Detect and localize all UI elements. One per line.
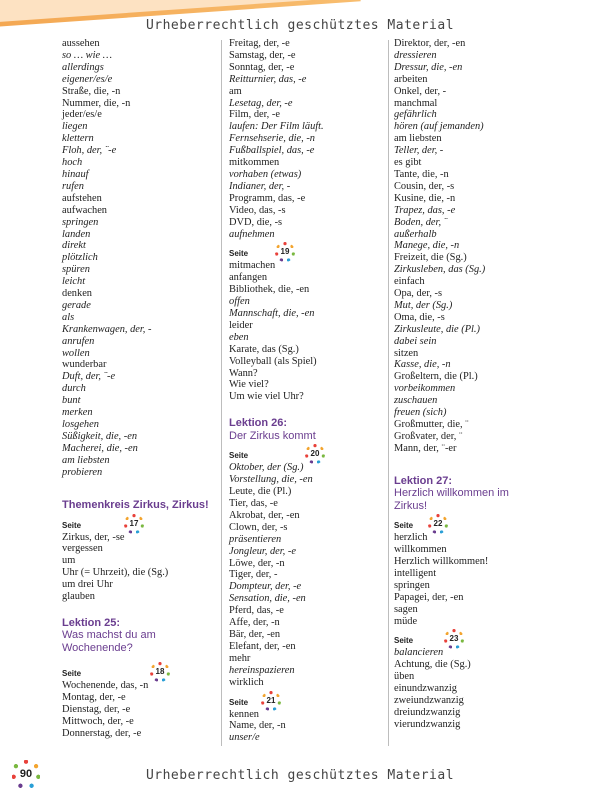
vocab-entry: anfangen [229,272,268,284]
lesson-heading: Lektion 26: Der Zirkus kommt [229,417,316,442]
theme-title: Themenkreis Zirkus, Zirkus! [62,498,209,511]
vocab-entry: Zirkus, der, -se [62,531,125,543]
vocab-entry: Mann, der, ¨-er [394,442,457,454]
vocab-entry: offen [229,296,250,308]
vocab-entry: Dompteur, der, -e [229,581,302,593]
vocab-entry: Onkel, der, - [394,85,447,97]
seite-marker: Seite 18 [62,668,212,680]
vocab-entry: Lesetag, der, -e [229,97,293,109]
vocab-entry: intelligent [394,567,437,579]
vocab-entry: üben [394,671,415,683]
vocab-entry: landen [62,228,91,240]
watermark-top: Urheberrechtlich geschütztes Material [145,18,455,33]
vocab-entry: Montag, der, -e [62,692,126,704]
page-badge-icon: 18 [150,662,170,682]
vocab-entry: Macherei, die, -en [62,442,138,454]
vocab-list [394,38,554,455]
vocab-entry: Wann? [229,367,258,379]
vocab-entry: vergessen [62,543,103,555]
vocab-entry: plötzlich [62,252,98,264]
vocab-entry: vorhaben (etwas) [229,168,302,180]
seite-marker: Seite 17 [62,520,212,532]
vocab-entry: gefährlich [394,109,437,121]
vocab-entry: Freizeit, die (Sg.) [394,252,467,264]
vocab-entry: herzlich [394,532,428,544]
vocab-entry: Trapez, das, -e [394,204,456,216]
seite-marker: Seite 21 [229,697,379,709]
vocab-entry: Zirkusleben, das (Sg.) [394,264,486,276]
vocab-entry: Papagei, der, -en [394,591,464,603]
vocab-entry: einundzwanzig [394,683,457,695]
watermark-bottom: Urheberrechtlich geschütztes Material [145,768,455,783]
vocab-entry: Vorstellung, die, -en [229,474,313,486]
vocab-entry: springen [62,216,99,228]
vocab-entry: Zirkusleute, die (Pl.) [394,323,480,335]
vocab-entry: einfach [394,276,425,288]
vocab-entry: Manege, die, -n [394,240,460,252]
vocab-entry: spüren [62,264,90,276]
page-badge-icon: 21 [261,691,281,711]
vocab-entry: Film, der, -e [229,109,280,121]
vocab-entry: präsentieren [229,533,282,545]
vocab-entry: Pferd, das, -e [229,605,284,617]
vocab-entry: es gibt [394,157,422,169]
vocab-entry: eben [229,331,249,343]
vocab-entry: Leute, die (Pl.) [229,486,292,498]
lesson-heading: Lektion 27: Herzlich willkommen im Zirkus! [394,474,509,512]
vocab-entry: Mittwoch, der, -e [62,716,134,728]
vocab-list [229,462,379,688]
vocab-entry: Nummer, die, -n [62,97,131,109]
seite-marker: Seite 19 [229,248,379,260]
vocab-entry: Mannschaft, die, -en [229,308,315,320]
page-badge-icon: 22 [428,514,448,534]
vocab-entry: Kusine, die, -n [394,192,456,204]
vocab-list [62,38,212,479]
vocab-entry: um [62,555,76,567]
vocab-entry: kennen [229,708,260,720]
page-badge-icon: 17 [124,514,144,534]
vocab-list [62,532,212,603]
vocab-entry: Elefant, der, -en [229,640,296,652]
vocab-entry: Herzlich willkommen! [394,556,489,568]
vocab-entry: vierundzwanzig [394,718,461,730]
vocab-entry: klettern [62,133,94,145]
vocab-entry: Wochenende, das, -n [62,680,149,692]
vocab-entry: hinauf [62,168,89,180]
vocab-list [229,38,379,240]
vocab-entry: Großeltern, die (Pl.) [394,371,478,383]
vocab-entry: manchmal [394,97,438,109]
vocab-column-2 [229,38,379,744]
vocab-entry: Süßigkeit, die, -en [62,430,138,442]
vocab-entry: unser/e [229,732,260,744]
vocab-entry: hoch [62,157,83,169]
vocab-entry: so … wie … [62,49,112,61]
vocab-entry: Krankenwagen, der, - [62,323,152,335]
vocab-entry: Fernsehserie, die, -n [229,133,315,145]
vocab-entry: Bibliothek, die, -en [229,284,310,296]
vocab-entry: denken [62,288,93,300]
vocab-entry: DVD, die, -s [229,216,283,228]
vocab-entry: müde [394,615,418,627]
column-divider-2 [388,40,389,746]
vocab-entry: wollen [62,347,90,359]
vocab-entry: Name, der, -n [229,720,286,732]
vocab-column-3 [394,38,554,731]
vocab-entry: Cousin, der, -s [394,180,455,192]
vocab-entry: willkommen [394,544,447,556]
vocab-entry: Opa, der, -s [394,288,443,300]
vocab-entry: am liebsten [62,454,110,466]
vocab-entry: Volleyball (als Spiel) [229,355,317,367]
vocab-entry: freuen (sich) [394,407,447,419]
vocab-entry: Clown, der, -s [229,521,288,533]
vocab-entry: hereinspazieren [229,664,295,676]
vocab-entry: direkt [62,240,86,252]
vocab-entry: durch [62,383,86,395]
vocab-entry: Mut, der (Sg.) [394,299,453,311]
vocab-entry: Wie viel? [229,379,269,391]
vocab-entry: zweiundzwanzig [394,695,464,707]
vocab-entry: aufnehmen [229,228,275,240]
vocab-list [62,680,212,740]
vocab-entry: arbeiten [394,73,428,85]
vocab-entry: Tier, das, -e [229,498,278,509]
vocab-entry: sagen [394,603,418,615]
vocab-entry: Großmutter, die, ¨ [394,419,469,430]
vocab-entry: Sensation, die, -en [229,593,306,605]
vocab-entry: Löwe, der, -n [229,557,285,569]
vocab-entry: springen [394,579,430,591]
vocab-entry: Reitturnier, das, -e [229,73,307,85]
vocab-list [229,709,379,745]
vocab-entry: Freitag, der, -e [229,38,290,49]
vocab-column-1 [62,38,212,740]
vocab-entry: eigener/es/e [62,73,113,85]
vocab-entry: Straße, die, -n [62,85,121,97]
vocab-entry: Dressur, die, -en [394,61,463,73]
vocab-entry: am [229,85,242,97]
vocab-entry: allerdings [62,61,104,73]
vocab-entry: Karate, das (Sg.) [229,343,299,355]
vocab-entry: glauben [62,591,95,603]
vocab-entry: gerade [62,299,91,311]
page-badge-icon: 20 [305,444,325,464]
vocab-entry: dreiundzwanzig [394,707,461,718]
vocab-entry: mitkommen [229,157,280,169]
vocab-entry: Programm, das, -e [229,192,306,204]
vocab-entry: Bär, der, -en [229,628,281,640]
vocab-entry: leider [229,319,253,331]
page-badge-icon: 23 [444,629,464,649]
vocab-list [394,532,554,627]
vocab-entry: mitmachen [229,260,276,272]
vocab-entry: hören (auf jemanden) [394,121,484,133]
vocab-entry: Donnerstag, der, -e [62,728,142,740]
seite-marker: Seite 23 [394,635,554,647]
vocab-entry: vorbeikommen [394,383,456,395]
vocab-entry: leicht [62,276,86,288]
vocab-entry: Floh, der, ¨-e [62,145,117,157]
vocab-entry: dabei sein [394,335,437,347]
vocab-entry: wirklich [229,676,264,688]
vocab-entry: um drei Uhr [62,579,113,591]
vocab-entry: wunderbar [62,359,107,371]
vocab-entry: dressieren [394,49,437,61]
vocab-entry: zuschauen [394,395,438,407]
vocab-entry: rufen [62,180,84,192]
vocab-entry: Großvater, der, ¨ [394,430,463,442]
vocab-entry: Jongleur, der, -e [229,545,296,557]
vocab-list [394,647,554,730]
lesson-heading: Lektion 25: Was machst du am Wochenende? [62,616,156,654]
vocab-entry: Tiger, der, - [229,569,278,581]
vocab-entry: liegen [62,121,88,133]
vocab-entry: Sonntag, der, -e [229,61,295,73]
vocab-entry: aussehen [62,38,100,49]
vocab-entry: Direktor, der, -en [394,38,466,49]
vocab-entry: Oma, die, -s [394,311,445,323]
vocab-entry: balancieren [394,647,444,659]
vocab-entry: Samstag, der, -e [229,49,296,61]
vocab-entry: laufen: Der Film läuft. [229,121,324,133]
vocab-entry: merken [62,407,93,419]
vocab-entry: Um wie viel Uhr? [229,391,304,403]
vocab-entry: sitzen [394,347,419,359]
vocab-entry: Tante, die, -n [394,168,449,180]
vocab-entry: Video, das, -s [229,204,286,216]
page-badge-icon: 19 [275,242,295,262]
vocab-entry: außerhalb [394,228,437,240]
vocab-entry: jeder/es/e [62,109,102,121]
vocab-entry: Boden, der, ¨ [394,216,448,228]
vocab-entry: Kasse, die, -n [394,359,451,371]
vocab-entry: Akrobat, der, -en [229,509,300,521]
vocab-list [229,260,379,403]
vocab-entry: Achtung, die (Sg.) [394,659,471,671]
vocab-entry: losgehen [62,419,99,430]
vocab-entry: Uhr (= Uhrzeit), die (Sg.) [62,567,169,579]
seite-marker: Seite 22 [394,520,554,532]
vocab-entry: Teller, der, - [394,145,444,157]
vocab-entry: als [62,311,75,323]
vocab-entry: aufstehen [62,192,102,204]
vocab-entry: mehr [229,652,251,664]
vocab-entry: Affe, der, -n [229,617,280,629]
vocab-entry: Duft, der, ¨-e [62,371,116,383]
vocab-entry: Dienstag, der, -e [62,704,131,716]
column-divider-1 [221,40,222,746]
vocab-entry: Indianer, der, - [229,180,291,192]
vocab-entry: bunt [62,395,81,407]
vocab-entry: am liebsten [394,133,442,145]
page-number: 90 [12,760,40,788]
seite-marker: Seite 20 [229,450,379,462]
vocab-entry: Fußballspiel, das, -e [229,145,315,157]
vocab-entry: probieren [62,466,103,478]
vocab-entry: Oktober, der (Sg.) [229,462,304,474]
vocab-entry: aufwachen [62,204,107,216]
vocab-entry: anrufen [62,335,95,347]
